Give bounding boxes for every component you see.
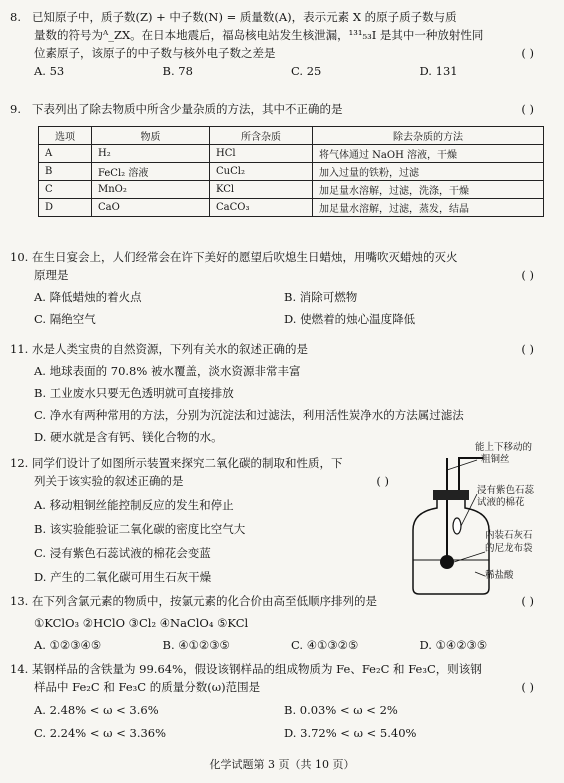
question-10 bbox=[10, 248, 548, 328]
acid-label: 稀盐酸 bbox=[485, 570, 514, 581]
question-text: 在生日宴会上，人们经常会在许下美好的愿望后吹熄生日蜡烛，用嘴吹灭蜡烛的灭火 bbox=[32, 250, 458, 264]
table-cell: 将气体通过 NaOH 溶液，干燥 bbox=[313, 145, 544, 163]
bag-label: 内装石灰石 bbox=[485, 530, 533, 541]
question-number: 12. bbox=[10, 456, 29, 470]
option-b: B. 该实验能验证二氧化碳的密度比空气大 bbox=[34, 522, 246, 536]
question-number: 14. bbox=[10, 662, 29, 676]
answer-paren: ( ) bbox=[521, 268, 534, 282]
option-d: D. ①④②③⑤ bbox=[419, 638, 488, 652]
co2-apparatus-diagram bbox=[405, 442, 555, 598]
answer-paren: ( ) bbox=[521, 102, 534, 116]
option-b: B. 0.03% < ω < 2% bbox=[284, 703, 398, 717]
question-text: 样品中 Fe₂C 和 Fe₃C 的质量分数(ω)范围是 bbox=[34, 680, 261, 694]
option-d: D. 131 bbox=[419, 64, 458, 78]
question-number: 11. bbox=[10, 342, 29, 356]
option-a: A. 53 bbox=[34, 64, 65, 78]
table-cell: HCl bbox=[210, 145, 313, 163]
option-a: A. 移动粗铜丝能控制反应的发生和停止 bbox=[34, 498, 234, 512]
table-cell: D bbox=[39, 199, 92, 217]
answer-paren: ( ) bbox=[376, 474, 389, 488]
option-c: C. 隔绝空气 bbox=[34, 312, 96, 326]
table-cell: CaCO₃ bbox=[210, 199, 313, 217]
question-number: 10. bbox=[10, 250, 29, 264]
table-cell: 加足量水溶解，过滤，蒸发，结晶 bbox=[313, 199, 544, 217]
question-number: 9. bbox=[10, 102, 21, 116]
wire-label: 能上下移动的 bbox=[475, 442, 533, 453]
column-header: 除去杂质的方法 bbox=[313, 127, 544, 145]
answer-paren: ( ) bbox=[521, 680, 534, 694]
wire-label: 粗铜丝 bbox=[481, 454, 510, 465]
table-cell: A bbox=[39, 145, 92, 163]
table-cell: MnO₂ bbox=[92, 181, 210, 199]
table-row bbox=[39, 145, 544, 163]
question-11 bbox=[10, 340, 548, 446]
column-header: 选项 bbox=[39, 127, 92, 145]
option-c: C. 净水有两种常用的方法，分别为沉淀法和过滤法，利用活性炭净水的方法属过滤法 bbox=[34, 408, 464, 422]
table-cell: KCl bbox=[210, 181, 313, 199]
question-9 bbox=[10, 100, 548, 118]
answer-paren: ( ) bbox=[521, 342, 534, 356]
option-c: C. 2.24% < ω < 3.36% bbox=[34, 726, 167, 740]
option-d: D. 3.72% < ω < 5.40% bbox=[284, 726, 417, 740]
option-c: C. 浸有紫色石蕊试液的棉花会变蓝 bbox=[34, 546, 211, 560]
question-text: 水是人类宝贵的自然资源，下列有关水的叙述正确的是 bbox=[32, 342, 308, 356]
column-header: 物质 bbox=[92, 127, 210, 145]
option-a: A. 2.48% < ω < 3.6% bbox=[34, 703, 159, 717]
answer-paren: ( ) bbox=[521, 46, 534, 60]
question-number: 13. bbox=[10, 594, 29, 608]
option-c: C. ④①③②⑤ bbox=[291, 638, 359, 652]
question-text: 量数的符号为ᴬ_ZX。在日本地震后，福岛核电站发生核泄漏，¹³¹₅₃I 是其中一种放射性同 bbox=[34, 28, 484, 42]
table-cell: CuCl₂ bbox=[210, 163, 313, 181]
impurity-table bbox=[38, 126, 544, 217]
option-a: A. 降低蜡烛的着火点 bbox=[34, 290, 142, 304]
question-text: 原理是 bbox=[34, 268, 69, 282]
option-b: B. ④①②③⑤ bbox=[162, 638, 230, 652]
question-text: 某钢样品的含铁量为 99.64%，假设该钢样品的组成物质为 Fe、Fe₂C 和 Fe₃C，则该钢 bbox=[32, 662, 482, 676]
option-a: A. ①②③④⑤ bbox=[34, 638, 102, 652]
option-b: B. 工业废水只要无色透明就可直接排放 bbox=[34, 386, 234, 400]
option-c: C. 25 bbox=[291, 64, 322, 78]
table-row bbox=[39, 181, 544, 199]
question-8 bbox=[10, 8, 548, 80]
table-cell: C bbox=[39, 181, 92, 199]
bag-label: 的尼龙布袋 bbox=[485, 543, 533, 554]
cotton-label: 试液的棉花 bbox=[477, 497, 525, 508]
table-row bbox=[39, 163, 544, 181]
question-text: 位素原子，该原子的中子数与核外电子数之差是 bbox=[34, 46, 276, 60]
option-d: D. 使燃着的烛心温度降低 bbox=[284, 312, 416, 326]
apparatus-drawing bbox=[405, 448, 555, 598]
option-b: B. 消除可燃物 bbox=[284, 290, 358, 304]
table-header-row bbox=[39, 127, 544, 145]
question-number: 8. bbox=[10, 10, 21, 24]
question-text: 列关于该实验的叙述正确的是 bbox=[34, 474, 184, 488]
page-footer: 化学试题第 3 页（共 10 页） bbox=[209, 758, 355, 771]
option-a: A. 地球表面的 70.8% 被水覆盖，淡水资源非常丰富 bbox=[34, 364, 301, 378]
cotton-label: 浸有紫色石蕊 bbox=[477, 485, 535, 496]
option-d: D. 产生的二氧化碳可用生石灰干燥 bbox=[34, 570, 212, 584]
table-cell: 加足量水溶解，过滤，洗涤，干燥 bbox=[313, 181, 544, 199]
question-text: 下表列出了除去物质中所含少量杂质的方法，其中不正确的是 bbox=[32, 102, 343, 116]
question-12 bbox=[10, 454, 399, 586]
table-cell: B bbox=[39, 163, 92, 181]
table-cell: 加入过量的铁粉，过滤 bbox=[313, 163, 544, 181]
table-row bbox=[39, 199, 544, 217]
substance-list: ①KClO₃ ②HClO ③Cl₂ ④NaClO₄ ⑤KCl bbox=[34, 616, 249, 630]
option-b: B. 78 bbox=[162, 64, 193, 78]
question-text: 已知原子中，质子数(Z) + 中子数(N) = 质量数(A)，表示元素 X 的原子质子数与质 bbox=[32, 10, 457, 24]
question-text: 在下列含氯元素的物质中，按氯元素的化合价由高至低顺序排列的是 bbox=[32, 594, 377, 608]
question-text: 同学们设计了如图所示装置来探究二氧化碳的制取和性质，下 bbox=[32, 456, 343, 470]
table-cell: H₂ bbox=[92, 145, 210, 163]
column-header: 所含杂质 bbox=[210, 127, 313, 145]
answer-paren: ( ) bbox=[521, 594, 534, 608]
question-13 bbox=[10, 592, 548, 654]
option-d: D. 硬水就是含有钙、镁化合物的水。 bbox=[34, 430, 223, 444]
table-cell: FeCl₂ 溶液 bbox=[92, 163, 210, 181]
table-cell: CaO bbox=[92, 199, 210, 217]
question-14 bbox=[10, 660, 548, 742]
